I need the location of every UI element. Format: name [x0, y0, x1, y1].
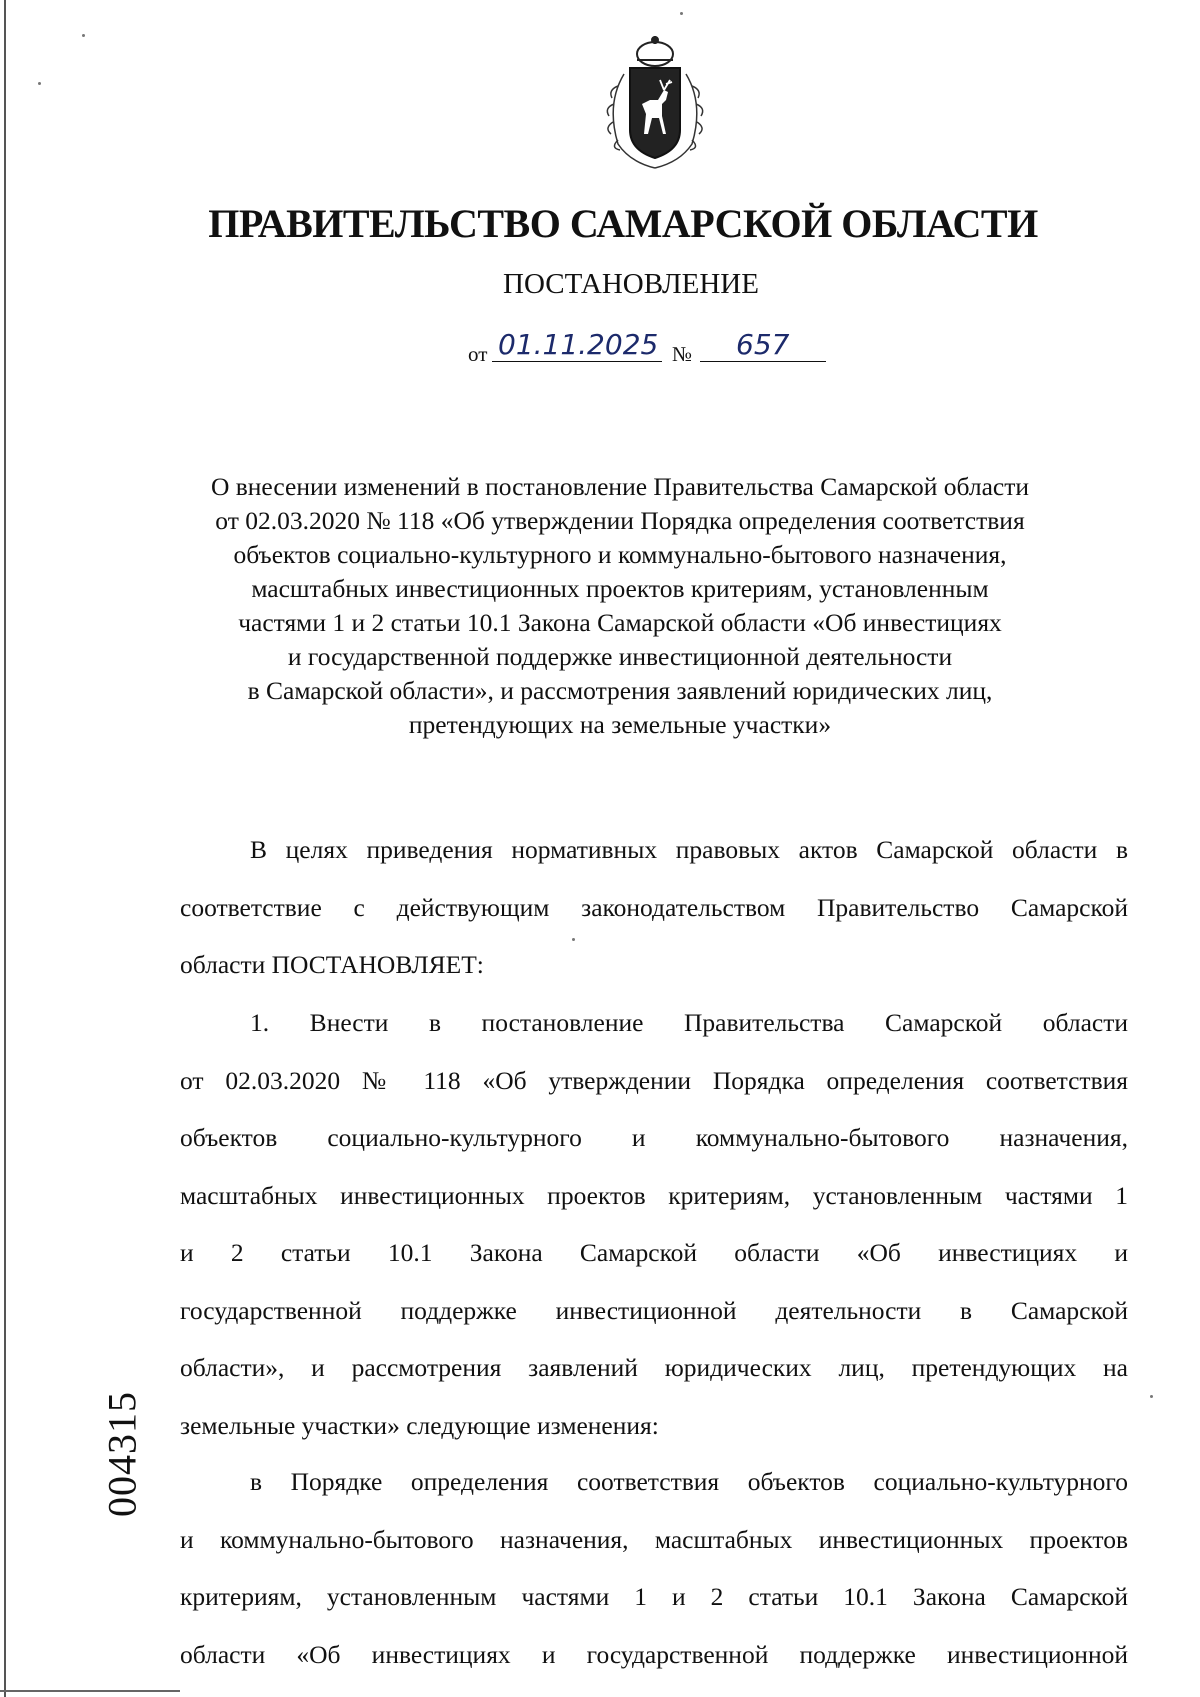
subject-line: масштабных инвестиционных проектов критериям, установленным — [251, 574, 989, 603]
subject-line: претендующих на земельные участки» — [408, 710, 832, 739]
body-line: критериям, установленным частями 1 и 2 статьи 10.1 Закона Самарской — [180, 1582, 1128, 1611]
document-type: ПОСТАНОВЛЕНИЕ — [503, 268, 759, 300]
footer-line — [0, 1690, 180, 1692]
subject-line: в Самарской области», и рассмотрения заявлений юридических лиц, — [247, 676, 993, 705]
scan-speck — [572, 938, 575, 941]
document-subject — [170, 470, 1070, 742]
body-line: и коммунально-бытового назначения, масштабных инвестиционных проектов — [180, 1524, 1128, 1554]
scan-speck — [38, 82, 41, 85]
subject-line: объектов социально-культурного и коммунально-бытового назначения, — [233, 540, 1007, 569]
body-line: в Порядке определения соответствия объектов социально-культурного — [250, 1467, 1128, 1496]
body-line: и 2 статьи 10.1 Закона Самарской области «Об инвестициях и — [180, 1238, 1128, 1267]
body-line: соответствие с действующим законодательством Правительство Самарской — [180, 892, 1128, 922]
government-title: ПРАВИТЕЛЬСТВО САМАРСКОЙ ОБЛАСТИ — [208, 201, 1038, 246]
samara-coat-of-arms-icon — [596, 34, 714, 174]
subject-line: О внесении изменений в постановление Правительства Самарской области — [210, 472, 1030, 501]
body-line: объектов социально-культурного и коммунально-бытового назначения, — [180, 1123, 1128, 1152]
handwritten-date: 01.11.2025 — [498, 328, 659, 361]
body-line: области «Об инвестициях и государственной поддержке инвестиционной — [180, 1639, 1128, 1669]
date-prefix: от — [468, 342, 488, 366]
number-underline — [700, 361, 826, 362]
body-line: от 02.03.2020 № 118 «Об утверждении Порядка определения соответствия — [180, 1065, 1128, 1095]
body-line: земельные участки» следующие изменения: — [180, 1410, 659, 1440]
serial-number: 004315 — [99, 1391, 145, 1517]
body-line: области», и рассмотрения заявлений юридических лиц, претендующих на — [180, 1353, 1128, 1382]
body-line: В целях приведения нормативных правовых актов Самарской области в — [250, 835, 1128, 864]
page-edge-line — [4, 0, 6, 1697]
handwritten-number: 657 — [736, 328, 790, 361]
body-line: 1. Внести в постановление Правительства Самарской области — [250, 1008, 1128, 1037]
body-line: государственной поддержке инвестиционной деятельности в Самарской — [180, 1295, 1128, 1325]
scan-speck — [680, 12, 683, 15]
number-prefix: № — [672, 342, 693, 366]
body-line: области ПОСТАНОВЛЯЕТ: — [180, 950, 484, 979]
serial-stamp — [100, 1384, 144, 1524]
item-1-paragraph — [180, 994, 1128, 1454]
body-line: масштабных инвестиционных проектов критериям, установленным частями 1 — [180, 1180, 1128, 1210]
subject-line: от 02.03.2020 № 118 «Об утверждении Порядка определения соответствия — [215, 506, 1025, 535]
date-underline — [492, 361, 662, 362]
scan-speck — [1150, 1395, 1153, 1398]
subject-line: и государственной поддержке инвестиционной деятельности — [287, 642, 953, 671]
scan-speck — [82, 34, 85, 37]
preamble-paragraph — [180, 821, 1128, 994]
subject-line: частями 1 и 2 статьи 10.1 Закона Самарской области «Об инвестициях — [238, 608, 1002, 637]
item-1-subparagraph — [180, 1453, 1128, 1683]
